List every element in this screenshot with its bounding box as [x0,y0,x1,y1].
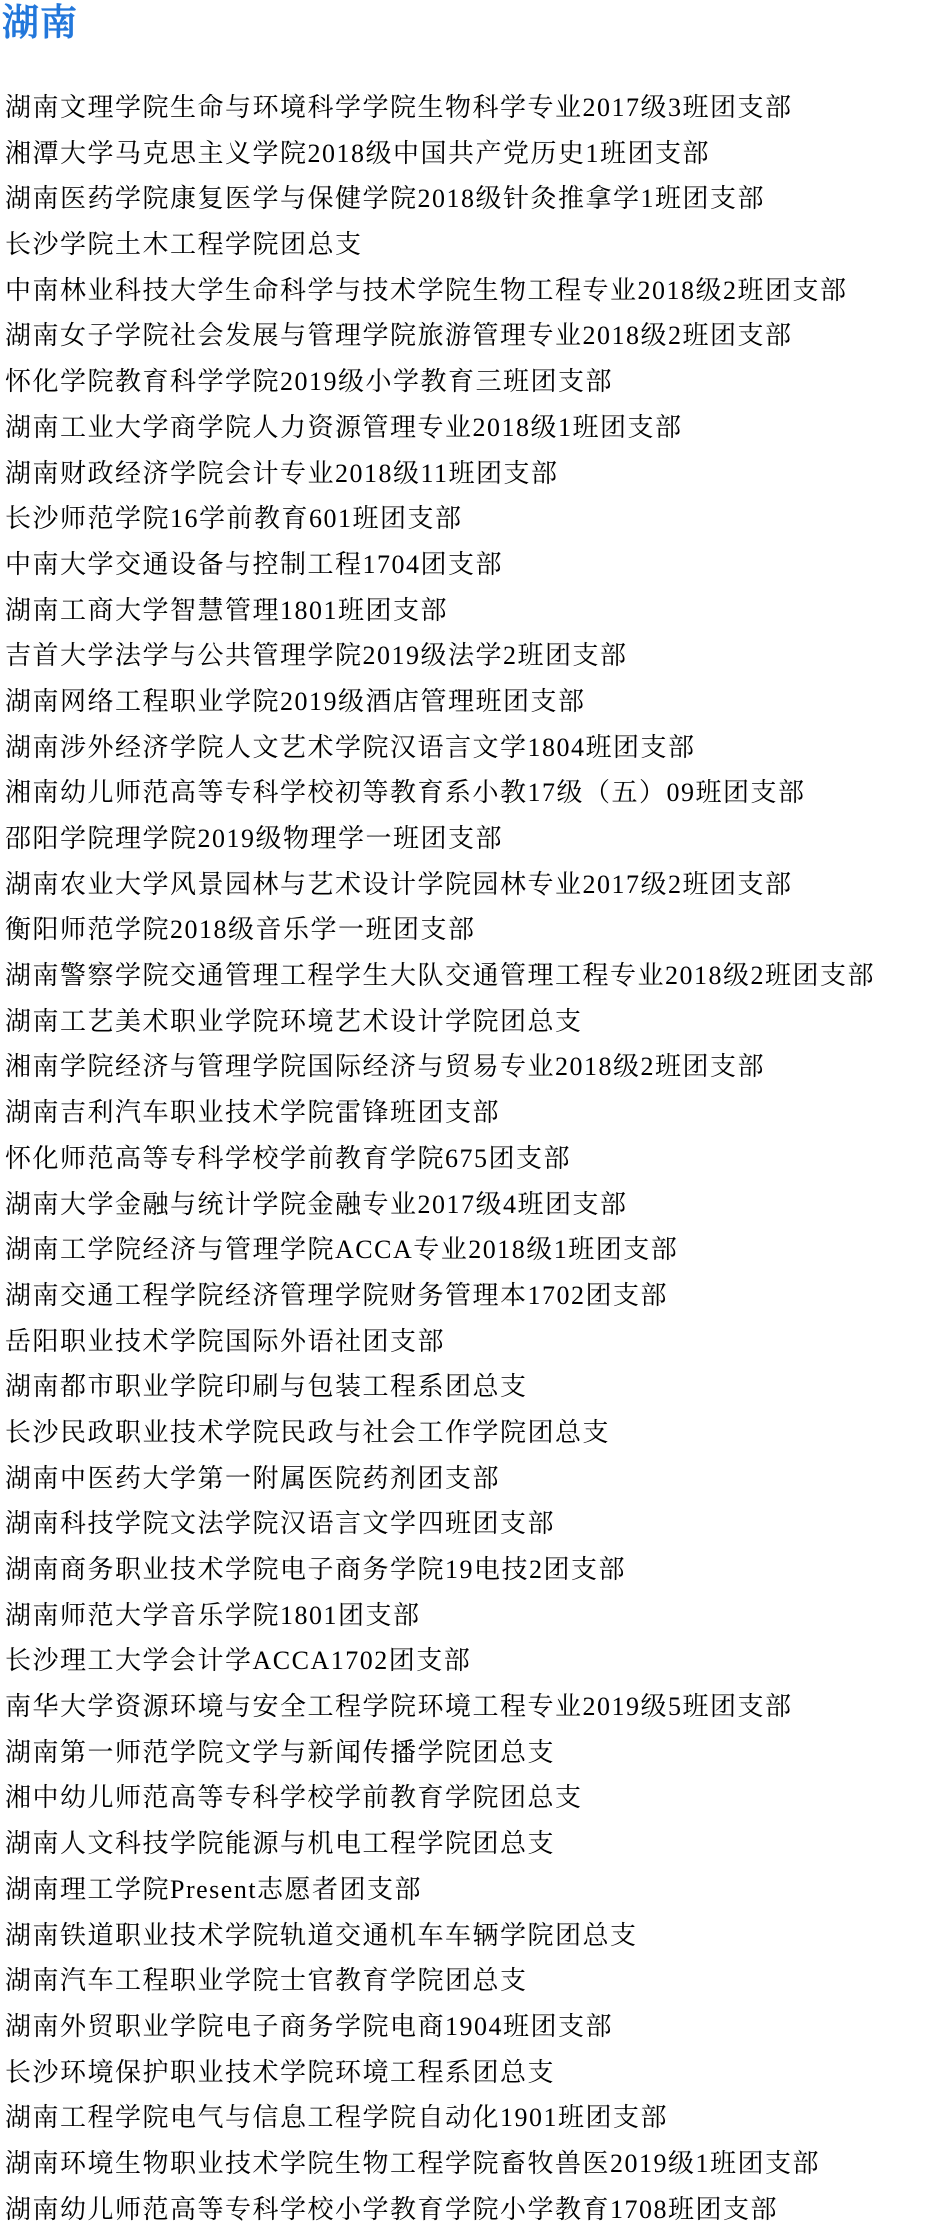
list-item: 邵阳学院理学院2019级物理学一班团支部 [5,824,504,853]
list-item: 长沙学院土木工程学院团总支 [5,230,363,260]
list-item: 湖南理工学院Present志愿者团支部 [5,1874,423,1904]
list-item: 湖南涉外经济学院人文艺术学院汉语言文学1804班团支部 [5,732,696,762]
list-item: 湖南文理学院生命与环境科学学院生物科学专业2017级3班团支部 [5,93,793,122]
list-item: 湖南网络工程职业学院2019级酒店管理班团支部 [5,686,586,716]
list-item: 中南大学交通设备与控制工程1704团支部 [5,549,504,579]
list-item: 湖南外贸职业学院电子商务学院电商1904班团支部 [5,2011,614,2041]
list-item: 长沙师范学院16学前教育601班团支部 [5,504,463,534]
list-item: 湖南工程学院电气与信息工程学院自动化1901班团支部 [5,2103,669,2133]
list-item: 长沙民政职业技术学院民政与社会工作学院团总支 [5,1417,611,1447]
list-item: 湖南交通工程学院经济管理学院财务管理本1702团支部 [5,1280,669,1310]
list-item: 湖南警察学院交通管理工程学生大队交通管理工程专业2018级2班团支部 [5,961,876,991]
branch-list [5,85,945,2232]
list-item: 湖南女子学院社会发展与管理学院旅游管理专业2018级2班团支部 [5,321,793,351]
list-item: 长沙环境保护职业技术学院环境工程系团总支 [5,2057,556,2087]
list-item: 湖南农业大学风景园林与艺术设计学院园林专业2017级2班团支部 [5,869,793,899]
list-item: 湖南人文科技学院能源与机电工程学院团总支 [5,1829,556,1859]
page-title: 湖南 [2,2,78,43]
list-item: 湖南工业大学商学院人力资源管理专业2018级1班团支部 [5,412,683,442]
list-item: 怀化师范高等专科学校学前教育学院675团支部 [5,1143,572,1173]
list-item: 湖南汽车工程职业学院士官教育学院团总支 [5,1966,528,1996]
list-item: 湖南工艺美术职业学院环境艺术设计学院团总支 [5,1006,583,1036]
list-item: 湘南幼儿师范高等专科学校初等教育系小教17级（五）09班团支部 [5,778,806,808]
list-item: 湖南工学院经济与管理学院ACCA专业2018级1班团支部 [5,1235,679,1265]
list-item: 湖南中医药大学第一附属医院药剂团支部 [5,1463,501,1493]
list-item: 湖南大学金融与统计学院金融专业2017级4班团支部 [5,1189,628,1219]
list-item: 湖南铁道职业技术学院轨道交通机车车辆学院团总支 [5,1920,638,1950]
list-item: 湖南工商大学智慧管理1801班团支部 [5,595,449,625]
list-item: 湖南吉利汽车职业技术学院雷锋班团支部 [5,1098,501,1128]
list-item: 中南林业科技大学生命科学与技术学院生物工程专业2018级2班团支部 [5,275,848,305]
list-item: 长沙理工大学会计学ACCA1702团支部 [5,1646,472,1676]
list-item: 衡阳师范学院2018级音乐学一班团支部 [5,915,476,945]
list-item: 湘潭大学马克思主义学院2018级中国共产党历史1班团支部 [5,138,711,168]
list-item: 湖南财政经济学院会计专业2018级11班团支部 [5,458,559,488]
list-item: 湖南科技学院文法学院汉语言文学四班团支部 [5,1509,556,1539]
list-item: 南华大学资源环境与安全工程学院环境工程专业2019级5班团支部 [5,1692,793,1722]
list-item: 湖南环境生物职业技术学院生物工程学院畜牧兽医2019级1班团支部 [5,2148,821,2178]
list-item: 湖南幼儿师范高等专科学校小学教育学院小学教育1708班团支部 [5,2194,779,2224]
list-item: 湖南商务职业技术学院电子商务学院19电技2团支部 [5,1555,627,1584]
list-item: 湖南第一师范学院文学与新闻传播学院团总支 [5,1737,556,1767]
list-item: 吉首大学法学与公共管理学院2019级法学2班团支部 [5,641,628,671]
list-item: 怀化学院教育科学学院2019级小学教育三班团支部 [5,367,614,397]
list-item: 湖南医药学院康复医学与保健学院2018级针灸推拿学1班团支部 [5,184,766,214]
list-item: 湘南学院经济与管理学院国际经济与贸易专业2018级2班团支部 [5,1052,766,1082]
list-item: 湖南师范大学音乐学院1801团支部 [5,1600,421,1630]
list-item: 岳阳职业技术学院国际外语社团支部 [5,1326,446,1356]
list-item: 湘中幼儿师范高等专科学校学前教育学院团总支 [5,1783,583,1813]
list-item: 湖南都市职业学院印刷与包装工程系团总支 [5,1372,528,1402]
